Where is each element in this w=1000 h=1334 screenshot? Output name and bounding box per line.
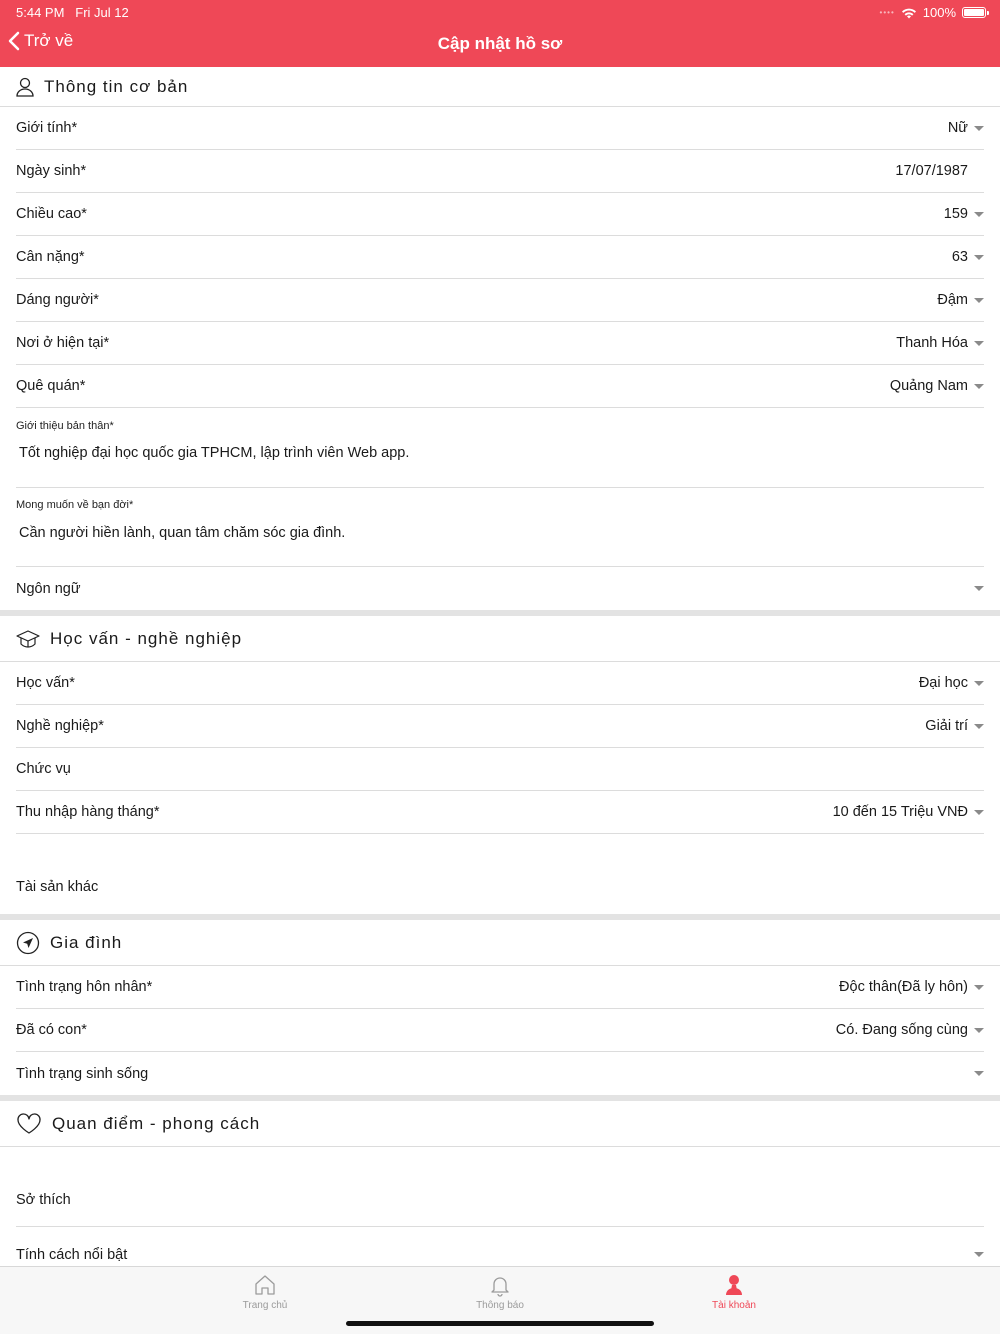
field-label: Chiều cao* <box>16 206 87 222</box>
birthday-field[interactable] <box>16 150 984 193</box>
battery-icon <box>962 7 986 18</box>
user-outline-icon <box>16 77 34 97</box>
section-title: Gia đình <box>50 932 123 952</box>
section-title: Học vấn - nghề nghiệp <box>50 628 243 648</box>
caret-down-icon <box>974 1252 984 1257</box>
language-field[interactable] <box>16 567 984 610</box>
field-label: Nơi ở hiện tại* <box>16 335 110 351</box>
field-label: Cân nặng* <box>16 249 85 265</box>
field-label: Sở thích <box>16 1192 71 1208</box>
section-title: Thông tin cơ bản <box>44 76 189 96</box>
education-field[interactable] <box>16 662 984 705</box>
hobby-field[interactable] <box>16 1147 984 1227</box>
field-value: Giải trí <box>925 718 968 734</box>
caret-down-icon <box>974 212 984 217</box>
bell-icon <box>488 1273 512 1297</box>
status-date-text: Fri Jul 12 <box>75 5 129 20</box>
section-career <box>0 616 1000 662</box>
textarea-value: Cần người hiền lành, quan tâm chăm sóc gia đình. <box>19 525 346 541</box>
tab-label: Trang chủ <box>242 1300 288 1311</box>
section-basic-info <box>0 67 1000 107</box>
tab-label: Thông báo <box>476 1300 524 1311</box>
gender-field[interactable] <box>16 107 984 150</box>
field-label: Quê quán* <box>16 378 86 394</box>
home-indicator[interactable] <box>346 1321 654 1326</box>
position-field[interactable] <box>16 748 984 791</box>
field-label: Tình trạng sinh sống <box>16 1065 149 1082</box>
field-label: Tình trạng hôn nhân* <box>16 979 153 995</box>
heart-icon <box>16 1113 42 1135</box>
field-value: 63 <box>951 249 968 265</box>
field-value: Đại học <box>918 675 968 691</box>
tab-label: Tài khoản <box>712 1300 756 1311</box>
caret-down-icon <box>974 384 984 389</box>
wish-textarea[interactable] <box>16 488 984 567</box>
caret-down-icon <box>974 1071 984 1076</box>
caret-down-icon <box>974 586 984 591</box>
status-time <box>16 5 129 20</box>
caret-down-icon <box>974 298 984 303</box>
signal-icon: •••• <box>879 8 895 17</box>
field-value: Đậm <box>937 292 968 308</box>
height-field[interactable] <box>16 193 984 236</box>
field-label: Đã có con* <box>16 1022 87 1038</box>
section-style <box>0 1101 1000 1147</box>
field-label: Dáng người* <box>16 292 99 308</box>
living-field[interactable] <box>16 1052 984 1095</box>
marital-field[interactable] <box>16 966 984 1009</box>
tab-home[interactable] <box>205 1271 325 1311</box>
wifi-icon <box>901 7 917 19</box>
page-title: Cập nhật hồ sơ <box>437 34 563 53</box>
user-icon <box>722 1273 746 1297</box>
navigation-arrow-icon <box>16 931 40 955</box>
section-title: Quan điểm - phong cách <box>52 1113 261 1133</box>
caret-down-icon <box>974 681 984 686</box>
field-value: 159 <box>943 206 968 222</box>
profile-form[interactable] <box>0 67 1000 1266</box>
textarea-value: Tốt nghiệp đại học quốc gia TPHCM, lập trình viên Web app. <box>19 445 410 461</box>
field-value: 10 đến 15 Triệu VNĐ <box>832 804 968 820</box>
field-value: Quảng Nam <box>889 378 968 394</box>
hometown-field[interactable] <box>16 365 984 408</box>
assets-field[interactable] <box>16 834 984 914</box>
weight-field[interactable] <box>16 236 984 279</box>
job-field[interactable] <box>16 705 984 748</box>
field-label: Ngày sinh* <box>16 163 87 179</box>
field-label: Học vấn* <box>16 675 75 691</box>
field-label: Tài sản khác <box>16 879 99 895</box>
intro-textarea[interactable] <box>16 408 984 488</box>
navigation-header <box>0 0 1000 67</box>
field-value: Thanh Hóa <box>896 335 968 351</box>
field-label: Nghề nghiệp* <box>16 718 104 734</box>
residence-field[interactable] <box>16 322 984 365</box>
back-label: Trở về <box>24 31 74 50</box>
status-time-text: 5:44 PM <box>16 5 65 20</box>
field-value: Độc thân(Đã ly hôn) <box>839 979 968 995</box>
field-label: Chức vụ <box>16 761 71 777</box>
caret-down-icon <box>974 1028 984 1033</box>
field-label: Giới tính* <box>16 120 78 136</box>
field-label: Ngôn ngữ <box>16 580 81 597</box>
caret-down-icon <box>974 341 984 346</box>
caret-down-icon <box>974 985 984 990</box>
battery-percent: 100% <box>922 5 956 20</box>
field-value: Nữ <box>947 120 968 136</box>
personality-field[interactable] <box>16 1227 984 1266</box>
children-field[interactable] <box>16 1009 984 1052</box>
tab-notifications[interactable] <box>440 1271 560 1311</box>
caret-down-icon <box>974 810 984 815</box>
field-value: Có. Đang sống cùng <box>835 1022 968 1038</box>
section-family <box>0 920 1000 966</box>
status-indicators <box>880 5 986 20</box>
textarea-label: Mong muốn về bạn đời* <box>16 499 134 511</box>
tab-account[interactable] <box>674 1271 794 1311</box>
caret-down-icon <box>974 126 984 131</box>
caret-down-icon <box>974 255 984 260</box>
caret-down-icon <box>974 724 984 729</box>
income-field[interactable] <box>16 791 984 834</box>
body-shape-field[interactable] <box>16 279 984 322</box>
graduation-cap-icon <box>16 629 40 649</box>
field-label: Tính cách nổi bật <box>16 1247 128 1263</box>
home-icon <box>253 1273 277 1297</box>
textarea-label: Giới thiệu bản thân* <box>16 420 114 432</box>
field-label: Thu nhập hàng tháng* <box>16 804 160 820</box>
field-value: 17/07/1987 <box>895 163 968 179</box>
